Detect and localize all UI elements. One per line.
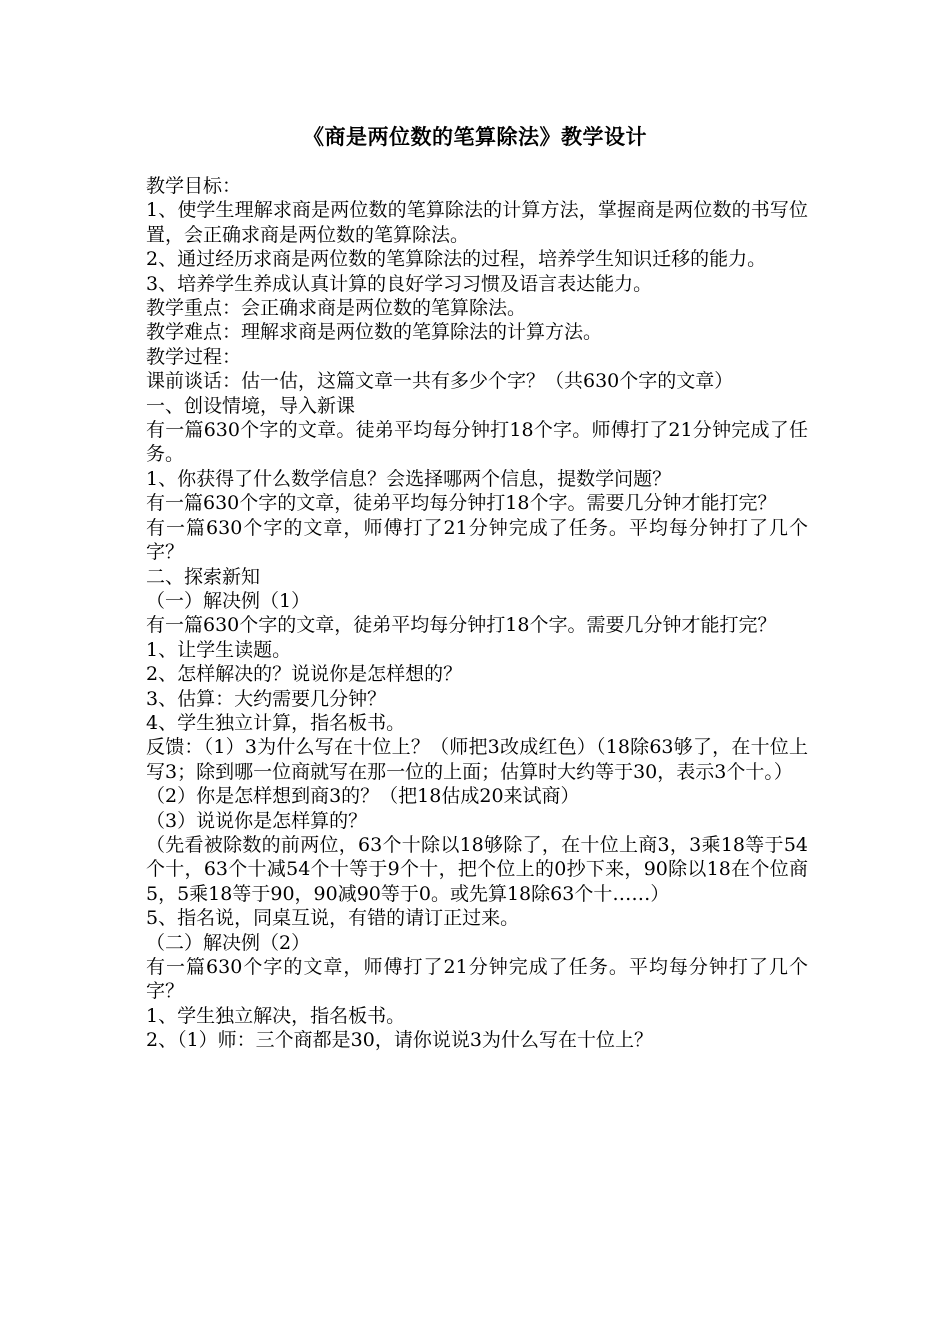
paragraph: 一、创设情境，导入新课 (146, 394, 356, 417)
paragraph: 1、让学生读题。 (146, 638, 292, 661)
paragraph: 教学难点：理解求商是两位数的笔算除法的计算方法。 (146, 321, 603, 344)
paragraph: 教学目标： (146, 175, 242, 197)
paragraph: （2）你是怎样想到商3的？（把18估成20来试商） (146, 785, 580, 808)
paragraph: 课前谈话：估一估，这篇文章一共有多少个字？（共630个字的文章） (146, 370, 734, 393)
paragraph: 2、（1）师：三个商都是30，请你说说3为什么写在十位上？ (146, 1029, 653, 1052)
paragraph: 二、探索新知 (146, 565, 261, 588)
paragraph: 2、怎样解决的？说说你是怎样想的？ (146, 663, 463, 686)
paragraph: （3）说说你是怎样算的？ (146, 809, 368, 832)
paragraph: 4、学生独立计算，指名板书。 (146, 711, 406, 734)
paragraph: 有一篇630个字的文章，徒弟平均每分钟打18个字。需要几分钟才能打完？ (146, 614, 777, 637)
paragraph: 2、通过经历求商是两位数的笔算除法的过程，培养学生知识迁移的能力。 (146, 248, 767, 271)
paragraph: 反馈：（1）3为什么写在十位上？（师把3改成红色）（18除63够了，在十位上写3；除到哪一位商就写在那一位的上面；估算时大约等于30，表示3个十。） (146, 736, 808, 783)
paragraph: 教学过程： (146, 345, 242, 368)
paragraph: 有一篇630个字的文章，师傅打了21分钟完成了任务。平均每分钟打了几个字？ (146, 956, 808, 1003)
paragraph: 1、你获得了什么数学信息？会选择哪两个信息，提数学问题？ (146, 467, 672, 490)
paragraph: 有一篇630个字的文章。徒弟平均每分钟打18个字。师傅打了21分钟完成了任务。 (146, 419, 808, 466)
document-title: 《商是两位数的笔算除法》教学设计 (303, 124, 647, 149)
paragraph: 有一篇630个字的文章，师傅打了21分钟完成了任务。平均每分钟打了几个字？ (146, 516, 808, 564)
paragraph: 1、学生独立解决，指名板书。 (146, 1004, 406, 1027)
paragraph: 3、培养学生养成认真计算的良好学习习惯及语言表达能力。 (146, 272, 653, 295)
paragraph: 3、估算：大约需要几分钟？ (146, 687, 387, 710)
paragraph: 1、使学生理解求商是两位数的笔算除法的计算方法，掌握商是两位数的书写位置，会正确求商是两位数的笔算除法。 (146, 199, 808, 246)
paragraph: 5、指名说，同桌互说，有错的请订正过来。 (146, 907, 520, 930)
paragraph: （二）解决例（2） (146, 931, 311, 954)
paragraph: 教学重点：会正确求商是两位数的笔算除法。 (146, 297, 527, 320)
document-body (146, 174, 808, 1053)
paragraph: 有一篇630个字的文章，徒弟平均每分钟打18个字。需要几分钟才能打完？ (146, 492, 777, 515)
paragraph: （一）解决例（1） (146, 589, 311, 612)
paragraph: （先看被除数的前两位，63个十除以18够除了，在十位上商3，3乘18等于54个十，63个十减54个十等于9个十，把个位上的0抄下来，90除以18在个位商5，5乘18等于90，90减90等于0。或先算18除63个十……） (146, 833, 808, 905)
